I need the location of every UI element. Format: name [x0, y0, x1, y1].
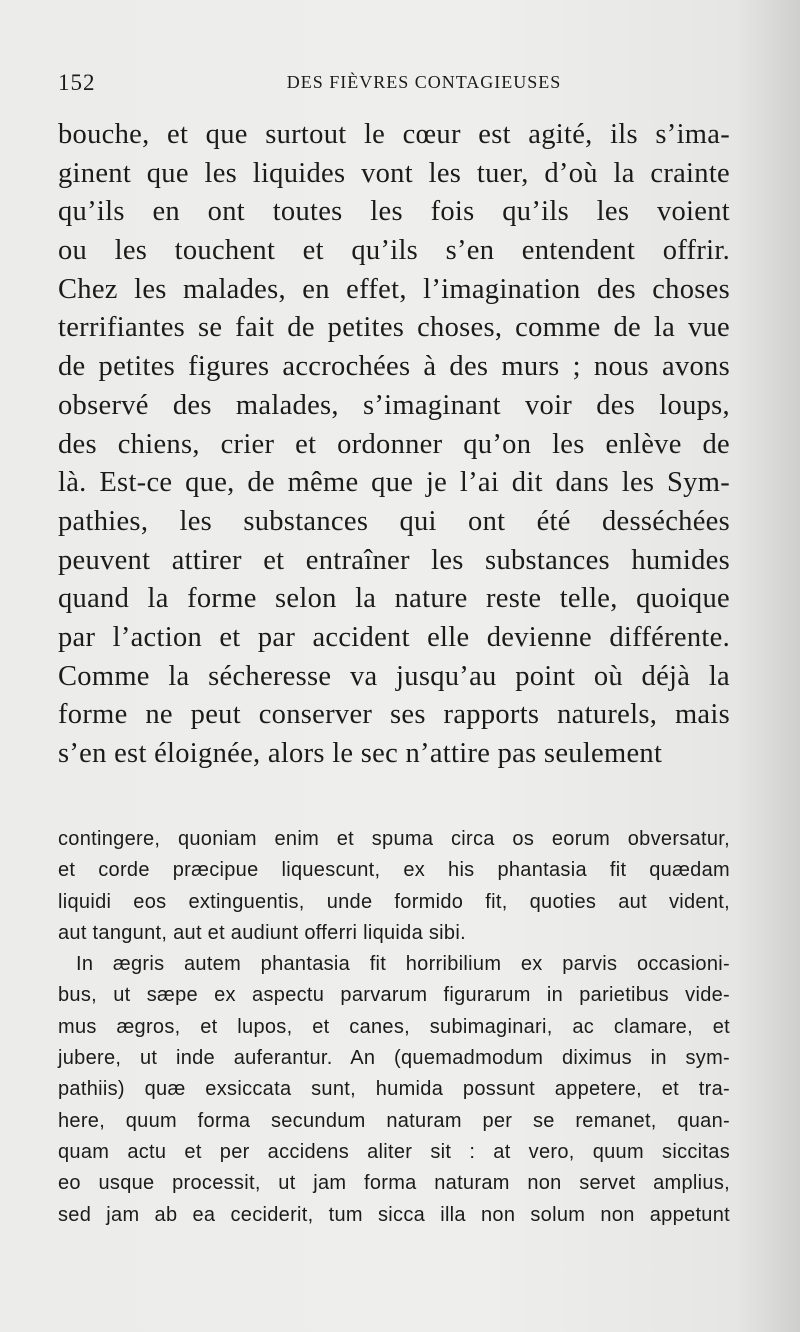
note-line: In ægris autem phantasia fit horribilium ex parvis occasioni- — [76, 953, 730, 976]
note-line: pathiis) quæ exsiccata sunt, humida possunt appetere, et tra- — [58, 1078, 730, 1101]
note-line: aut tangunt, aut et audiunt offerri liquida sibi. — [58, 921, 466, 944]
page-header — [58, 70, 730, 96]
body-line: peuvent attirer et entraîner les substances humides — [58, 544, 730, 576]
body-line: qu’ils en ont toutes les fois qu’ils les voient — [58, 196, 730, 228]
body-line: de petites figures accrochées à des murs ; nous avons — [58, 351, 730, 383]
body-line: ginent que les liquides vont les tuer, d’où la crainte — [58, 157, 730, 189]
body-line: par l’action et par accident elle devienne différente. — [58, 621, 730, 653]
note-line: eo usque processit, ut jam forma naturam non servet amplius, — [58, 1172, 730, 1195]
french-body-text — [58, 116, 730, 774]
body-line: pathies, les substances qui ont été desséchées — [58, 505, 730, 537]
page-number: 152 — [58, 70, 96, 95]
body-line: terrifiantes se fait de petites choses, comme de la vue — [58, 312, 730, 344]
body-line: des chiens, crier et ordonner qu’on les enlève de — [58, 428, 730, 460]
running-head: DES FIÈVRES CONTAGIEUSES — [286, 72, 562, 92]
body-line: observé des malades, s’imaginant voir des loups, — [58, 389, 730, 421]
body-line: Comme la sécheresse va jusqu’au point où déjà la — [58, 660, 730, 692]
note-line: quam actu et per accidens aliter sit : at vero, quum siccitas — [58, 1140, 730, 1163]
note-line: et corde præcipue liquescunt, ex his phantasia fit quædam — [58, 859, 730, 882]
body-line: ou les touchent et qu’ils s’en entendent offrir. — [58, 235, 730, 267]
note-line: bus, ut sæpe ex aspectu parvarum figurarum in parietibus vide- — [58, 984, 730, 1007]
body-line: quand la forme selon la nature reste telle, quoique — [58, 583, 730, 615]
note-line: contingere, quoniam enim et spuma circa os eorum obversatur, — [58, 828, 730, 850]
note-line: jubere, ut inde auferantur. An (quemadmodum diximus in sym- — [58, 1047, 730, 1070]
latin-notes — [58, 824, 730, 1231]
note-line: sed jam ab ea ceciderit, tum sicca illa non solum non appetunt — [58, 1203, 730, 1226]
body-line: Chez les malades, en effet, l’imagination des choses — [58, 273, 730, 305]
note-line: here, quum forma secundum naturam per se remanet, quan- — [58, 1109, 730, 1132]
note-line: mus ægros, et lupos, et canes, subimaginari, ac clamare, et — [58, 1015, 730, 1038]
body-line: forme ne peut conserver ses rapports naturels, mais — [58, 699, 730, 731]
body-line: là. Est-ce que, de même que je l’ai dit dans les Sym- — [58, 467, 730, 499]
body-line: s’en est éloignée, alors le sec n’attire pas seulement — [58, 738, 663, 769]
note-line: liquidi eos extinguentis, unde formido fit, quoties aut vident, — [58, 890, 730, 913]
body-line: bouche, et que surtout le cœur est agité, ils s’ima- — [58, 119, 730, 150]
